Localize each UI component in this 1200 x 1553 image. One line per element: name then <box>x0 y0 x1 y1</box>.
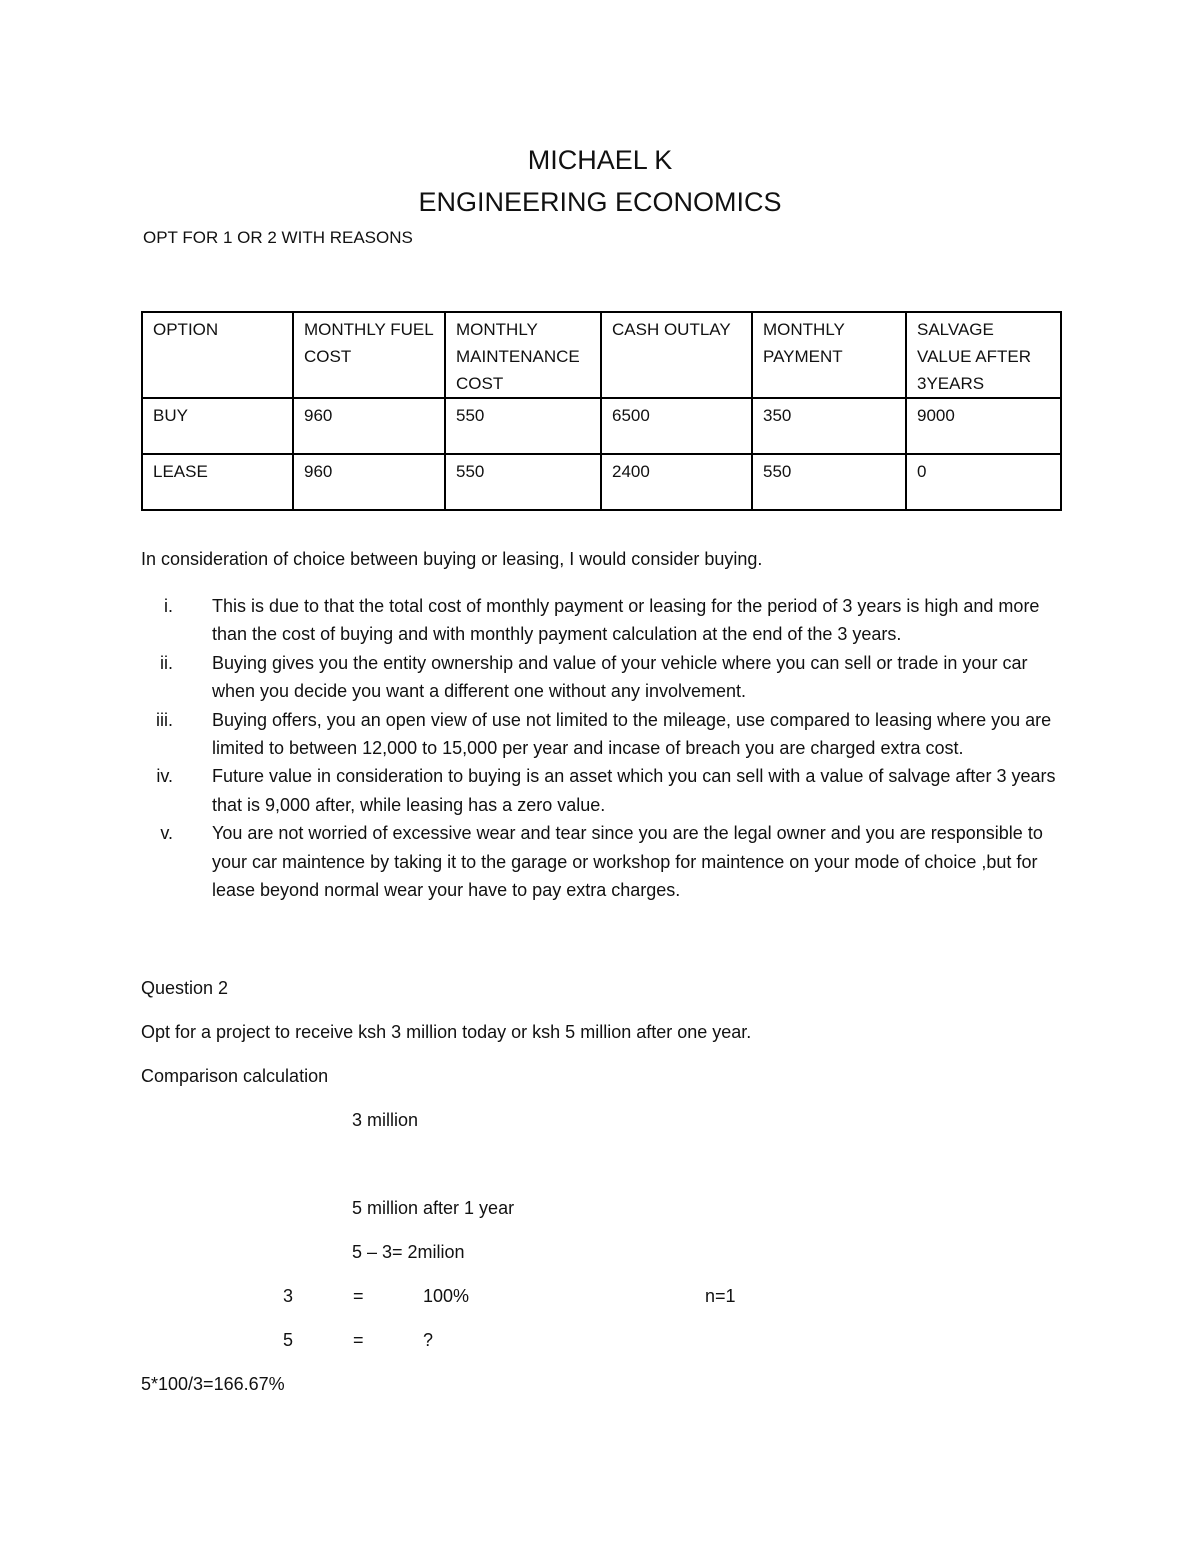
course-title: ENGINEERING ECONOMICS <box>418 187 782 217</box>
calc-line-3: 5 – 3= 2milion <box>352 1242 465 1262</box>
list-item-number: i. <box>164 596 173 616</box>
calc-line-1: 3 million <box>352 1110 419 1130</box>
table-header-cell: SALVAGE VALUE AFTER 3YEARS <box>906 312 1061 398</box>
table-cell: 9000 <box>906 398 1061 454</box>
table-row-buy <box>142 398 1061 454</box>
list-item <box>141 819 1061 904</box>
ratio-row-2-value: 5 <box>283 1330 294 1350</box>
list-item <box>141 762 1061 819</box>
ratio-row-2-equals: = <box>353 1330 364 1350</box>
list-item-number: ii. <box>160 652 173 673</box>
instruction-line: OPT FOR 1 OR 2 WITH REASONS <box>143 228 413 247</box>
table-header-cell: OPTION <box>142 312 293 398</box>
ratio-row-1-value: 3 <box>283 1286 294 1306</box>
question-2-text: Opt for a project to receive ksh 3 million today or ksh 5 million after one year. <box>141 1022 752 1042</box>
list-item-text: Future value in consideration to buying is an asset which you can sell with a value of salvage after 3 years that is 9,000 after, while leasing has a zero value. <box>212 766 1056 815</box>
intro-paragraph: In consideration of choice between buying or leasing, I would consider buying. <box>141 549 763 569</box>
list-item <box>141 649 1061 706</box>
table-cell: 6500 <box>601 398 752 454</box>
table-cell: 350 <box>752 398 906 454</box>
table-cell: 550 <box>445 454 601 510</box>
list-item-text: This is due to that the total cost of monthly payment or leasing for the period of 3 years is high and more than the cost of buying and with monthly payment calculation at the end of the 3 years. <box>212 596 1040 645</box>
table-header-row <box>142 312 1061 398</box>
table-cell: 2400 <box>601 454 752 510</box>
reasons-list <box>141 592 1061 904</box>
calc-line-2: 5 million after 1 year <box>352 1198 515 1218</box>
list-item <box>141 706 1061 763</box>
question-2-heading: Question 2 <box>141 978 229 998</box>
ratio-row-1-period: n=1 <box>705 1286 736 1306</box>
comparison-label: Comparison calculation <box>141 1066 329 1086</box>
table-row-lease <box>142 454 1061 510</box>
list-item-number: iii. <box>156 709 173 730</box>
list-item <box>141 592 1061 649</box>
table-header-cell: CASH OUTLAY <box>601 312 752 398</box>
table-header-cell: MONTHLY FUEL COST <box>293 312 445 398</box>
table-cell: 550 <box>752 454 906 510</box>
table-cell: 550 <box>445 398 601 454</box>
list-item-number: v. <box>160 823 173 844</box>
ratio-row-1-equals: = <box>353 1286 364 1306</box>
table-cell: BUY <box>142 398 293 454</box>
table-cell: 0 <box>906 454 1061 510</box>
list-item-text: Buying offers, you an open view of use not limited to the mileage, use compared to leasing where you are limited to between 12,000 to 15,000 per year and incase of breach you are charged extra cost. <box>212 709 1052 759</box>
final-result: 5*100/3=166.67% <box>141 1374 285 1394</box>
table-header-cell: MONTHLY MAINTENANCE COST <box>445 312 601 398</box>
list-item-text: Buying gives you the entity ownership and value of your vehicle where you can sell or trade in your car when you decide you want a different one without any involvement. <box>212 652 1028 702</box>
author-name: MICHAEL K <box>527 145 673 175</box>
comparison-table <box>141 311 1062 511</box>
ratio-row-2-unknown: ? <box>423 1330 434 1350</box>
list-item-number: iv. <box>156 766 173 787</box>
table-cell: 960 <box>293 398 445 454</box>
list-item-text: You are not worried of excessive wear and tear since you are the legal owner and you are responsible to your car maintence by taking it to the garage or workshop for maintence on your mode of choice ,but for lease beyond normal wear your have to pay extra charges. <box>212 823 1043 901</box>
table-header-cell: MONTHLY PAYMENT <box>752 312 906 398</box>
table-cell: 960 <box>293 454 445 510</box>
table-cell: LEASE <box>142 454 293 510</box>
ratio-row-1-percent: 100% <box>423 1286 470 1306</box>
